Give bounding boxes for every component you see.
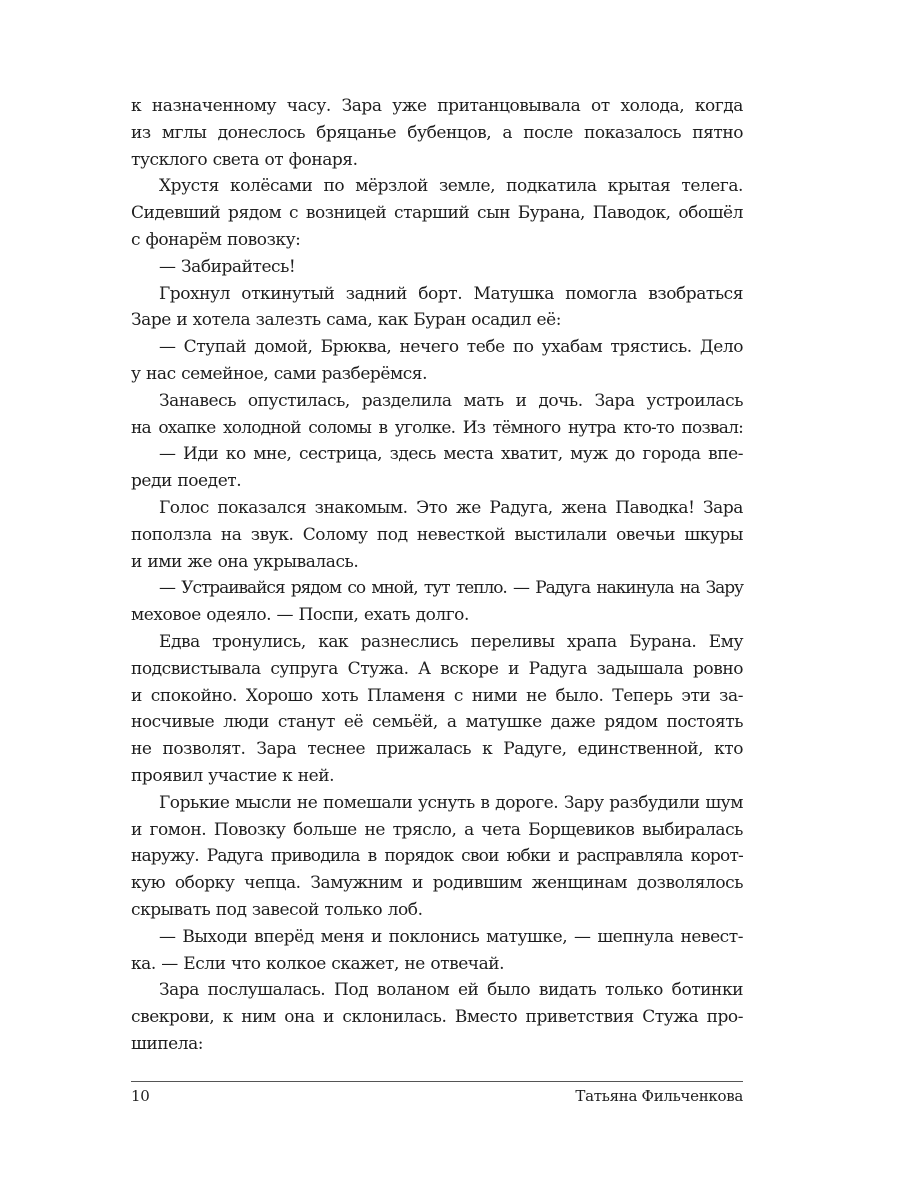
text-line: скрывать под завесой только лоб.: [131, 899, 423, 920]
text-line: проявил участие к ней.: [131, 765, 335, 786]
text-line: — Иди ко мне, сестрица, здесь места хватит, муж до города впе-: [159, 444, 743, 465]
text-line: Сидевший рядом с возницей старший сын Бурана, Паводок, обошёл: [131, 203, 743, 224]
text-line: наружу. Радуга приводила в порядок свои юбки и расправляла корот-: [131, 846, 743, 867]
text-line: Едва тронулись, как разнеслись переливы храпа Бурана. Ему: [159, 631, 743, 652]
running-footer-author: Татьяна Фильченкова: [575, 1087, 743, 1105]
text-line: Хрустя колёсами по мёрзлой земле, подкатила крытая телега.: [159, 176, 743, 197]
text-line: не позволят. Зара теснее прижалась к Радуге, единственной, кто: [131, 739, 743, 760]
text-line: меховое одеяло. — Поспи, ехать долго.: [131, 605, 469, 626]
text-line: — Ступай домой, Брюква, нечего тебе по ухабам трястись. Дело: [159, 337, 743, 358]
text-line: к назначенному часу. Зара уже пританцовывала от холода, когда: [131, 96, 743, 116]
text-line: — Забирайтесь!: [159, 256, 296, 277]
text-line: с фонарём повозку:: [131, 229, 301, 250]
text-line: из мглы донеслось бряцанье бубенцов, а после показалось пятно: [131, 122, 743, 143]
text-line: Заре и хотела залезть сама, как Буран осадил её:: [131, 310, 562, 331]
text-line: у нас семейное, сами разберёмся.: [131, 363, 428, 384]
text-line: Грохнул откинутый задний борт. Матушка помогла взобраться: [159, 283, 743, 304]
text-line: шипела:: [131, 1033, 204, 1054]
text-line: и ими же она укрывалась.: [131, 551, 359, 572]
text-line: и гомон. Повозку больше не трясло, а чета Борщевиков выбиралась: [131, 819, 743, 840]
text-line: — Устраивайся рядом со мной, тут тепло. — Радуга накинула на Зару: [159, 578, 743, 599]
text-line: ка. — Если что колкое скажет, не отвечай.: [131, 953, 505, 974]
footer-divider: [131, 1081, 743, 1082]
text-line: и спокойно. Хорошо хоть Пламеня с ними не было. Теперь эти за-: [131, 685, 743, 706]
text-line: — Выходи вперёд меня и поклонись матушке, — шепнула невест-: [159, 926, 743, 947]
page-number: 10: [131, 1087, 150, 1105]
text-line: Занавесь опустилась, разделила мать и дочь. Зара устроилась: [159, 390, 743, 411]
text-line: подсвистывала супруга Стужа. А вскоре и Радуга задышала ровно: [131, 658, 743, 679]
page-body-text: [131, 93, 743, 1058]
text-line: Зара послушалась. Под воланом ей было видать только ботинки: [159, 980, 743, 1001]
text-line: поползла на звук. Солому под невесткой выстилали овечьи шкуры: [131, 524, 743, 545]
text-line: на охапке холодной соломы в уголке. Из тёмного нутра кто-то позвал:: [131, 417, 743, 438]
text-line: Голос показался знакомым. Это же Радуга, жена Паводка! Зара: [159, 497, 743, 518]
page-footer: [131, 1086, 743, 1106]
text-line: реди поедет.: [131, 471, 242, 492]
text-line: свекрови, к ним она и склонилась. Вместо приветствия Стужа про-: [131, 1007, 743, 1028]
text-line: Горькие мысли не помешали уснуть в дороге. Зару разбудили шум: [159, 792, 743, 813]
text-line: кую оборку чепца. Замужним и родившим женщинам дозволялось: [131, 873, 743, 894]
text-line: тусклого света от фонаря.: [131, 149, 358, 170]
text-line: носчивые люди станут её семьёй, а матушке даже рядом постоять: [131, 712, 743, 733]
